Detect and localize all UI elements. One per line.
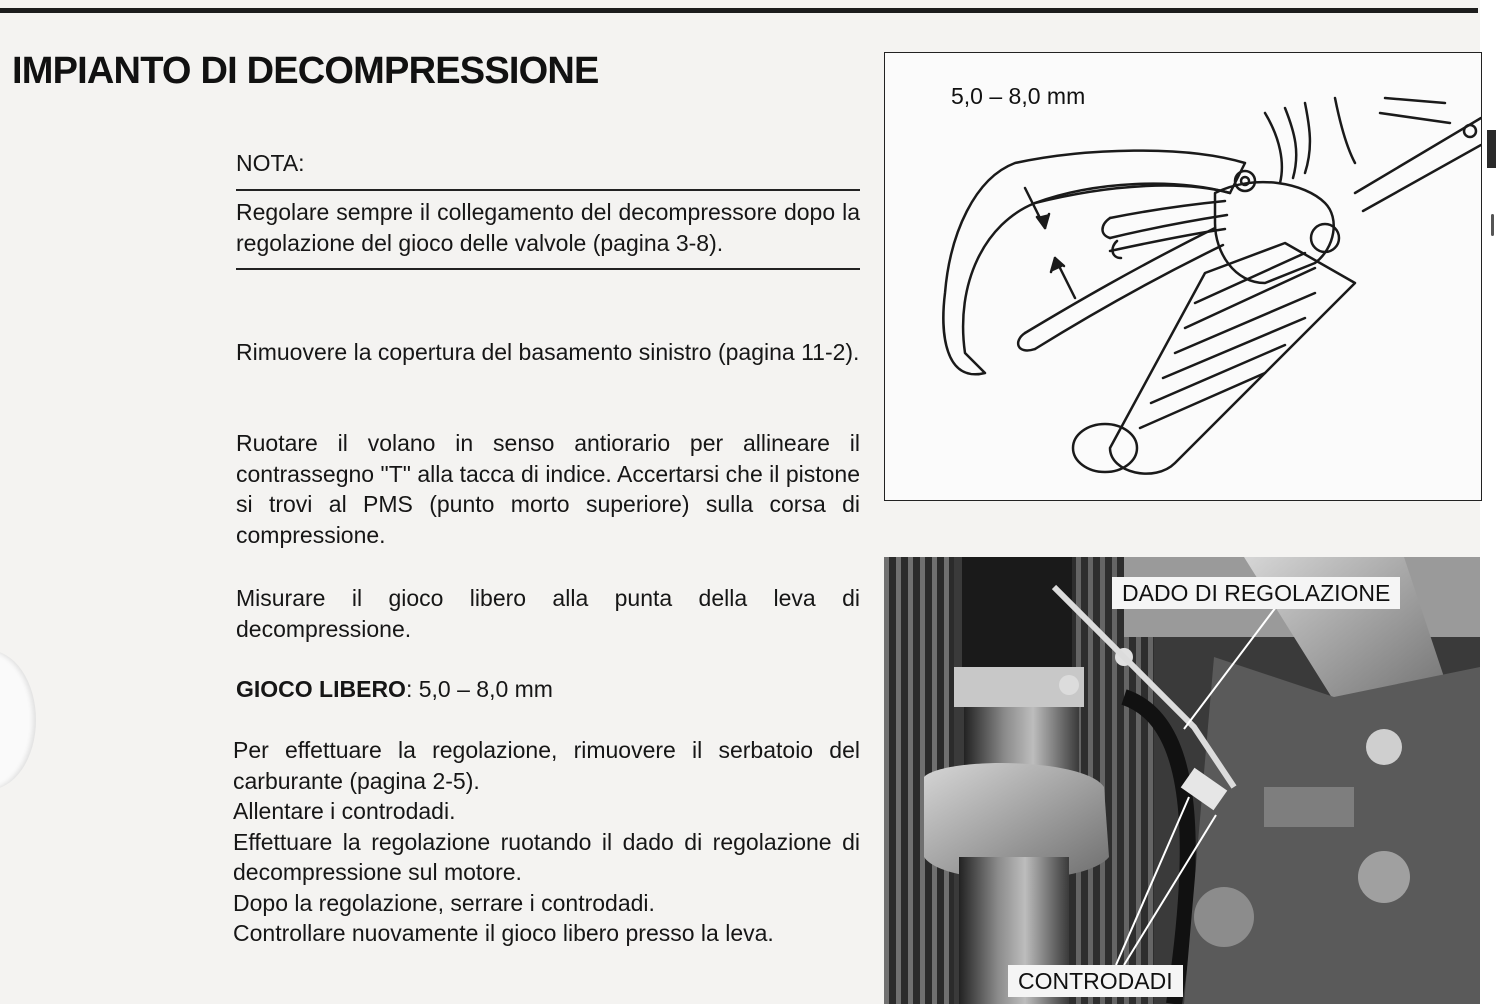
top-rule [0,8,1478,13]
locknuts-label: CONTRODADI [1008,965,1183,997]
step-4: Dopo la regolazione, serrare i controdadi. [233,889,655,916]
paragraph-rotate-flywheel: Ruotare il volano in senso antiorario per allineare il contrassegno "T" alla tacca di indice. Accertarsi che il pistone si trovi al PMS (punto morto superiore) sulla corsa di compressione. [236,430,860,548]
decompressor-lever-drawing [885,53,1481,500]
section-tab-marker [1487,130,1496,168]
note-label: NOTA: [236,150,305,176]
step-2: Allentare i controdadi. [233,798,456,824]
engine-photo-icon [884,557,1480,1004]
adjustment-steps [233,735,860,949]
note-box [236,189,860,270]
engine-photo [884,557,1480,1004]
spec-label: GIOCO LIBERO [236,676,406,702]
dimension-label: 5,0 – 8,0 mm [951,83,1086,109]
note-text: Regolare sempre il collegamento del decompressore dopo la regolazione del gioco delle valvole (pagina 3-8). [236,199,860,256]
binder-hole [0,650,36,790]
step-5: Controllare nuovamente il gioco libero presso la leva. [233,920,774,946]
step-1: Per effettuare la regolazione, rimuovere il serbatoio del carburante (pagina 2-5). [233,737,860,794]
edge-mark [1491,214,1494,236]
spec-line [236,674,860,705]
spec-value: : 5,0 – 8,0 mm [405,676,553,702]
paragraph-measure: Misurare il gioco libero alla punta della leva di decompressione. [236,585,860,642]
paragraph-remove-cover: Rimuovere la copertura del basamento sinistro (pagina 11-2). [236,339,860,365]
page-title: IMPIANTO DI DECOMPRESSIONE [12,50,599,92]
step-3: Effettuare la regolazione ruotando il dado di regolazione di decompressione sul motore. [233,828,860,885]
adjuster-nut-label: DADO DI REGOLAZIONE [1112,577,1400,609]
lever-diagram [884,52,1482,501]
